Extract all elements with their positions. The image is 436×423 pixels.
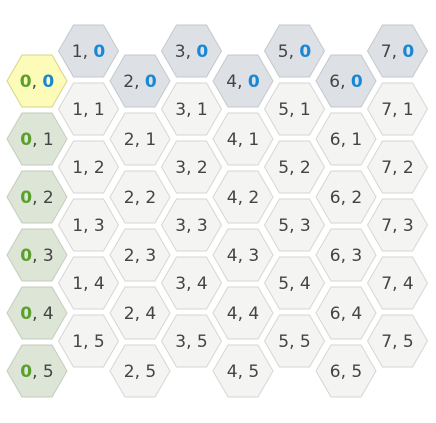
hex-cell-3-4[interactable] bbox=[162, 257, 222, 309]
hex-r-value: 0 bbox=[299, 42, 312, 62]
hex-q-value: 5 bbox=[278, 100, 290, 120]
hex-r-value: 2 bbox=[42, 188, 54, 208]
hex-separator: , bbox=[340, 188, 352, 208]
hex-label bbox=[175, 100, 207, 120]
hex-label bbox=[330, 304, 362, 324]
hex-q-value: 3 bbox=[175, 332, 187, 352]
hex-r-value: 4 bbox=[196, 274, 208, 294]
hex-r-value: 4 bbox=[402, 274, 414, 294]
hex-r-value: 2 bbox=[299, 158, 311, 178]
hex-r-value: 1 bbox=[248, 130, 260, 150]
hex-q-value: 7 bbox=[381, 158, 393, 178]
hex-separator: , bbox=[237, 188, 249, 208]
hex-cell-7-4[interactable] bbox=[368, 257, 428, 309]
hex-label bbox=[329, 72, 363, 92]
hex-label bbox=[175, 274, 207, 294]
hex-cell-4-1[interactable] bbox=[213, 113, 273, 165]
hex-q-value: 7 bbox=[381, 100, 393, 120]
hex-r-value: 3 bbox=[42, 246, 54, 266]
hex-q-value: 6 bbox=[329, 362, 341, 382]
hex-separator: , bbox=[237, 304, 249, 324]
hex-q-value: 4 bbox=[226, 72, 238, 92]
hex-separator: , bbox=[340, 362, 352, 382]
hex-label bbox=[175, 332, 207, 352]
hex-cell-5-2[interactable] bbox=[265, 141, 325, 193]
hex-cell-5-4[interactable] bbox=[265, 257, 325, 309]
hex-separator: , bbox=[340, 246, 352, 266]
hex-r-value: 3 bbox=[145, 246, 157, 266]
hex-q-value: 7 bbox=[381, 274, 393, 294]
hex-separator: , bbox=[289, 274, 300, 294]
hex-cell-1-5[interactable] bbox=[59, 315, 119, 367]
hex-q-value: 2 bbox=[123, 246, 135, 266]
hex-label bbox=[72, 100, 104, 120]
hex-r-value: 1 bbox=[196, 100, 208, 120]
hex-cell-5-0[interactable] bbox=[265, 25, 325, 77]
hex-q-value: 6 bbox=[329, 72, 341, 92]
hex-cell-3-3[interactable] bbox=[162, 199, 222, 251]
hex-label bbox=[72, 216, 104, 236]
hex-label bbox=[124, 246, 156, 266]
hex-label bbox=[381, 216, 413, 236]
hex-cell-2-4[interactable] bbox=[110, 287, 170, 339]
hex-cell-6-2[interactable] bbox=[316, 171, 376, 223]
hex-q-value: 6 bbox=[329, 130, 341, 150]
hex-cell-0-3[interactable] bbox=[7, 229, 67, 281]
hex-q-value: 4 bbox=[226, 246, 238, 266]
hex-cell-0-0[interactable] bbox=[7, 55, 67, 107]
hex-r-value: 0 bbox=[93, 42, 106, 62]
hex-cell-0-2[interactable] bbox=[7, 171, 67, 223]
hex-label bbox=[278, 158, 310, 178]
hex-cell-5-3[interactable] bbox=[265, 199, 325, 251]
hex-label bbox=[72, 158, 104, 178]
hex-label bbox=[278, 100, 310, 120]
hex-q-value: 0 bbox=[20, 304, 33, 324]
hex-q-value: 4 bbox=[226, 304, 238, 324]
hex-r-value: 5 bbox=[196, 332, 208, 352]
hex-q-value: 2 bbox=[123, 130, 135, 150]
hex-cell-1-4[interactable] bbox=[59, 257, 119, 309]
hex-q-value: 2 bbox=[123, 72, 135, 92]
hex-r-value: 2 bbox=[196, 158, 208, 178]
hex-r-value: 5 bbox=[93, 332, 105, 352]
hex-separator: , bbox=[392, 100, 403, 120]
hex-cell-2-3[interactable] bbox=[110, 229, 170, 281]
hex-separator: , bbox=[237, 362, 249, 382]
hex-label bbox=[20, 362, 53, 382]
hex-separator: , bbox=[134, 188, 146, 208]
hex-q-value: 0 bbox=[20, 130, 33, 150]
hex-r-value: 5 bbox=[299, 332, 311, 352]
hex-q-value: 5 bbox=[278, 216, 290, 236]
hex-cell-2-1[interactable] bbox=[110, 113, 170, 165]
hex-separator: , bbox=[134, 246, 146, 266]
hex-label bbox=[227, 304, 259, 324]
hex-q-value: 2 bbox=[123, 304, 135, 324]
hex-label bbox=[381, 158, 413, 178]
hex-separator: , bbox=[288, 42, 300, 62]
hex-cell-2-2[interactable] bbox=[110, 171, 170, 223]
hex-separator: , bbox=[186, 274, 197, 294]
hex-q-value: 5 bbox=[278, 274, 290, 294]
hex-separator: , bbox=[289, 158, 300, 178]
hex-cell-1-1[interactable] bbox=[59, 83, 119, 135]
hex-label bbox=[20, 188, 53, 208]
hex-separator: , bbox=[392, 332, 403, 352]
hex-separator: , bbox=[340, 304, 352, 324]
hex-separator: , bbox=[83, 100, 94, 120]
hex-separator: , bbox=[391, 42, 403, 62]
hex-q-value: 1 bbox=[71, 42, 83, 62]
hex-cell-0-1[interactable] bbox=[7, 113, 67, 165]
hex-r-value: 3 bbox=[196, 216, 208, 236]
hex-r-value: 0 bbox=[196, 42, 209, 62]
hex-cell-4-4[interactable] bbox=[213, 287, 273, 339]
hex-q-value: 3 bbox=[175, 274, 187, 294]
hex-cell-0-5[interactable] bbox=[7, 345, 67, 397]
hex-separator: , bbox=[32, 246, 43, 266]
hex-separator: , bbox=[83, 332, 94, 352]
hex-q-value: 1 bbox=[72, 100, 84, 120]
hex-separator: , bbox=[82, 42, 94, 62]
hex-label bbox=[175, 158, 207, 178]
hex-label bbox=[227, 362, 259, 382]
hex-label bbox=[278, 332, 310, 352]
hex-r-value: 2 bbox=[145, 188, 157, 208]
hex-q-value: 6 bbox=[329, 304, 341, 324]
hex-cell-5-1[interactable] bbox=[265, 83, 325, 135]
hex-r-value: 1 bbox=[402, 100, 414, 120]
hex-separator: , bbox=[392, 158, 403, 178]
hex-q-value: 4 bbox=[226, 188, 238, 208]
hex-q-value: 7 bbox=[381, 216, 393, 236]
hex-separator: , bbox=[32, 188, 43, 208]
hex-label bbox=[330, 130, 362, 150]
hex-label bbox=[124, 130, 156, 150]
hex-cell-4-0[interactable] bbox=[213, 55, 273, 107]
hex-label bbox=[381, 42, 415, 62]
hex-cell-3-0[interactable] bbox=[162, 25, 222, 77]
hex-cell-3-5[interactable] bbox=[162, 315, 222, 367]
hex-separator: , bbox=[186, 158, 197, 178]
hex-r-value: 3 bbox=[402, 216, 414, 236]
hex-separator: , bbox=[83, 274, 94, 294]
hex-r-value: 2 bbox=[93, 158, 105, 178]
hex-separator: , bbox=[237, 130, 249, 150]
hex-r-value: 0 bbox=[402, 42, 415, 62]
hex-q-value: 5 bbox=[278, 332, 290, 352]
hex-q-value: 3 bbox=[174, 42, 186, 62]
hex-label bbox=[124, 304, 156, 324]
hex-q-value: 5 bbox=[278, 158, 290, 178]
hex-r-value: 5 bbox=[351, 362, 363, 382]
hex-separator: , bbox=[134, 304, 146, 324]
hex-label bbox=[330, 362, 362, 382]
hex-separator: , bbox=[83, 158, 94, 178]
hex-cell-7-5[interactable] bbox=[368, 315, 428, 367]
hex-label bbox=[278, 216, 310, 236]
hex-r-value: 3 bbox=[93, 216, 105, 236]
hex-label bbox=[381, 274, 413, 294]
hex-r-value: 0 bbox=[144, 72, 157, 92]
hex-label bbox=[278, 274, 310, 294]
hex-r-value: 0 bbox=[247, 72, 260, 92]
hex-label bbox=[278, 42, 312, 62]
hex-cell-4-3[interactable] bbox=[213, 229, 273, 281]
hex-q-value: 7 bbox=[380, 42, 392, 62]
hex-separator: , bbox=[186, 332, 197, 352]
hex-q-value: 3 bbox=[175, 158, 187, 178]
hex-cell-6-5[interactable] bbox=[316, 345, 376, 397]
hex-label bbox=[123, 72, 157, 92]
hex-cell-7-0[interactable] bbox=[368, 25, 428, 77]
hex-r-value: 4 bbox=[248, 304, 260, 324]
hex-separator: , bbox=[83, 216, 94, 236]
hex-cell-1-2[interactable] bbox=[59, 141, 119, 193]
hex-cell-1-3[interactable] bbox=[59, 199, 119, 251]
hex-q-value: 0 bbox=[20, 188, 33, 208]
hex-separator: , bbox=[134, 362, 146, 382]
hex-cell-6-4[interactable] bbox=[316, 287, 376, 339]
hex-r-value: 5 bbox=[145, 362, 157, 382]
hex-label bbox=[72, 332, 104, 352]
hex-r-value: 1 bbox=[42, 130, 54, 150]
hex-label bbox=[72, 274, 104, 294]
hex-r-value: 3 bbox=[351, 246, 363, 266]
hex-label bbox=[20, 304, 53, 324]
hex-cell-7-3[interactable] bbox=[368, 199, 428, 251]
hex-label bbox=[20, 246, 53, 266]
hex-separator: , bbox=[186, 216, 197, 236]
hex-separator: , bbox=[392, 216, 403, 236]
hex-separator: , bbox=[340, 72, 351, 92]
hex-cell-4-2[interactable] bbox=[213, 171, 273, 223]
hex-separator: , bbox=[186, 100, 197, 120]
hex-q-value: 4 bbox=[226, 130, 238, 150]
hex-q-value: 4 bbox=[226, 362, 238, 382]
hex-label bbox=[20, 130, 53, 150]
hex-q-value: 0 bbox=[20, 362, 33, 382]
hex-separator: , bbox=[134, 72, 145, 92]
hex-cell-2-5[interactable] bbox=[110, 345, 170, 397]
hex-separator: , bbox=[31, 72, 43, 92]
hex-label bbox=[381, 332, 413, 352]
hex-r-value: 3 bbox=[248, 246, 260, 266]
hex-label bbox=[381, 100, 413, 120]
hex-q-value: 0 bbox=[20, 246, 33, 266]
hex-separator: , bbox=[289, 332, 300, 352]
hex-separator: , bbox=[32, 304, 43, 324]
hex-r-value: 4 bbox=[351, 304, 363, 324]
hex-separator: , bbox=[32, 130, 43, 150]
hex-r-value: 4 bbox=[42, 304, 54, 324]
hex-label bbox=[175, 216, 207, 236]
hex-r-value: 4 bbox=[93, 274, 105, 294]
hex-r-value: 2 bbox=[351, 188, 363, 208]
hex-r-value: 1 bbox=[351, 130, 363, 150]
hex-cell-6-0[interactable] bbox=[316, 55, 376, 107]
hex-label bbox=[227, 130, 259, 150]
hex-q-value: 2 bbox=[123, 362, 135, 382]
hex-label bbox=[227, 246, 259, 266]
hex-r-value: 1 bbox=[93, 100, 105, 120]
hex-label bbox=[20, 72, 55, 92]
hex-label bbox=[330, 188, 362, 208]
hex-separator: , bbox=[185, 42, 197, 62]
hex-label bbox=[72, 42, 106, 62]
hex-cell-0-4[interactable] bbox=[7, 287, 67, 339]
hex-separator: , bbox=[340, 130, 352, 150]
hex-q-value: 7 bbox=[381, 332, 393, 352]
hex-separator: , bbox=[289, 100, 300, 120]
hex-q-value: 6 bbox=[329, 246, 341, 266]
hex-label bbox=[227, 188, 259, 208]
hex-r-value: 2 bbox=[248, 188, 260, 208]
hex-cell-5-5[interactable] bbox=[265, 315, 325, 367]
hex-r-value: 0 bbox=[42, 72, 55, 92]
hex-label bbox=[124, 188, 156, 208]
hex-separator: , bbox=[134, 130, 146, 150]
hex-r-value: 3 bbox=[299, 216, 311, 236]
hex-r-value: 1 bbox=[299, 100, 311, 120]
hex-r-value: 4 bbox=[145, 304, 157, 324]
hex-cell-6-1[interactable] bbox=[316, 113, 376, 165]
hex-q-value: 3 bbox=[175, 216, 187, 236]
hex-r-value: 2 bbox=[402, 158, 414, 178]
hex-r-value: 5 bbox=[42, 362, 54, 382]
hex-r-value: 5 bbox=[402, 332, 414, 352]
hex-separator: , bbox=[32, 362, 43, 382]
hex-separator: , bbox=[237, 246, 249, 266]
hex-cell-3-1[interactable] bbox=[162, 83, 222, 135]
hex-cell-7-1[interactable] bbox=[368, 83, 428, 135]
hex-separator: , bbox=[392, 274, 403, 294]
hex-q-value: 2 bbox=[123, 188, 135, 208]
hex-r-value: 1 bbox=[145, 130, 157, 150]
hex-cell-1-0[interactable] bbox=[59, 25, 119, 77]
hex-q-value: 6 bbox=[329, 188, 341, 208]
hex-separator: , bbox=[289, 216, 300, 236]
hex-q-value: 1 bbox=[72, 332, 84, 352]
hex-q-value: 5 bbox=[277, 42, 289, 62]
hex-cell-3-2[interactable] bbox=[162, 141, 222, 193]
hex-r-value: 5 bbox=[248, 362, 260, 382]
hex-separator: , bbox=[237, 72, 248, 92]
hex-label bbox=[226, 72, 260, 92]
hex-q-value: 1 bbox=[72, 158, 84, 178]
hex-cell-6-3[interactable] bbox=[316, 229, 376, 281]
hex-q-value: 0 bbox=[19, 72, 32, 92]
hex-q-value: 3 bbox=[175, 100, 187, 120]
hex-label bbox=[175, 42, 209, 62]
hex-cell-7-2[interactable] bbox=[368, 141, 428, 193]
hex-r-value: 0 bbox=[350, 72, 363, 92]
hex-cell-4-5[interactable] bbox=[213, 345, 273, 397]
hex-q-value: 1 bbox=[72, 216, 84, 236]
hex-label bbox=[124, 362, 156, 382]
hex-label bbox=[330, 246, 362, 266]
hex-q-value: 1 bbox=[72, 274, 84, 294]
hex-r-value: 4 bbox=[299, 274, 311, 294]
hex-cell-2-0[interactable] bbox=[110, 55, 170, 107]
